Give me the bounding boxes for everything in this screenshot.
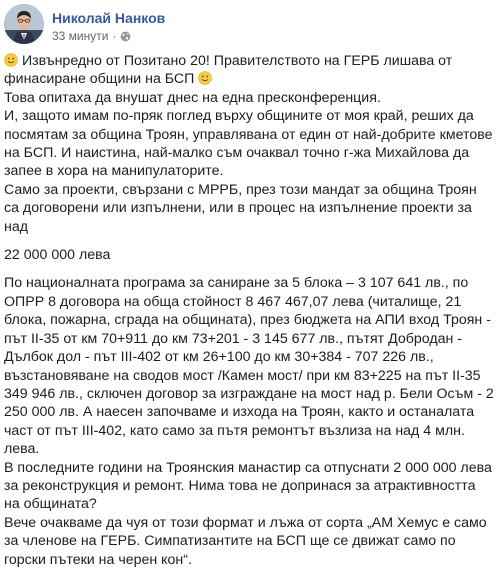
author-avatar[interactable] [4,4,44,44]
meta-separator: · [112,29,117,43]
post-paragraph: Това опитаха да внушат днес на една пресконференция. [4,89,381,106]
post-meta [52,29,131,43]
post-paragraph: И, защото имам по-пряк поглед върху общините от моя край, реших да посмятам за община Троян, управлявана от един от най-добрите кметове на БСП. И наистина, най-малко съм очаквал точно г-жа Михайлова да запее в хора на манипулаторите. [4,108,493,180]
post-timestamp[interactable]: 33 минути [52,29,109,43]
post-header [0,0,499,48]
post-paragraph-headline [4,52,495,89]
slightly-smiling-face-icon [4,53,18,67]
globe-icon[interactable] [120,31,131,42]
post-body [4,52,495,569]
post-paragraph-amount: 22 000 000 лева [4,247,111,264]
post-paragraph: По националната програма за саниране за 5 блока – 3 107 641 лв., по ОПРР 8 договора на обща стойност 8 467 467,07 лева (читалище, 21 блока, пожарна, сграда на общината), през бюджета на АПИ вход Троян - път II-35 от км 70+911 до км 73+201 - 3 145 677 лв., пътят Добродан - Дълбок дол - път III-402 от км 26+100 до км 30+384 - 707 226 лв., възстановяване на сводов мост /Камен мост/ при км 83+225 на път II-35 349 946 лв., сключен договор за изграждане на мост над р. Бели Осъм - 2 250 000 лв. А наесен започваме и изхода на Троян, както и останалата част от път III-402, като само за пътя ремонтът възлиза на над 4 млн. лева. [4,275,494,458]
post-paragraph: Вече очакваме да чуя от този формат и лъжа от сорта „АМ Хемус е само за членове на ГЕРБ. Симпатизантите на БСП ще се движат само по горски пътеки на черен кон“. [4,514,487,568]
post-paragraph: Само за проекти, свързани с МРРБ, през този мандат за община Троян са договорени или изпълнени, или в процес на изпълнение проекти за над [4,181,477,235]
slightly-smiling-face-icon [198,71,212,85]
author-name-link[interactable]: Николай Нанков [52,10,166,26]
post-paragraph: В последните години на Троянския манастир са отпуснати 2 000 000 лева за реконструкция и ремонт. Нима това не допринася за атрактивността на общината? [4,459,492,513]
headline-text: Извънредно от Позитано 20! Правителството на ГЕРБ лишава от финасиране общини на БСП [4,53,453,88]
